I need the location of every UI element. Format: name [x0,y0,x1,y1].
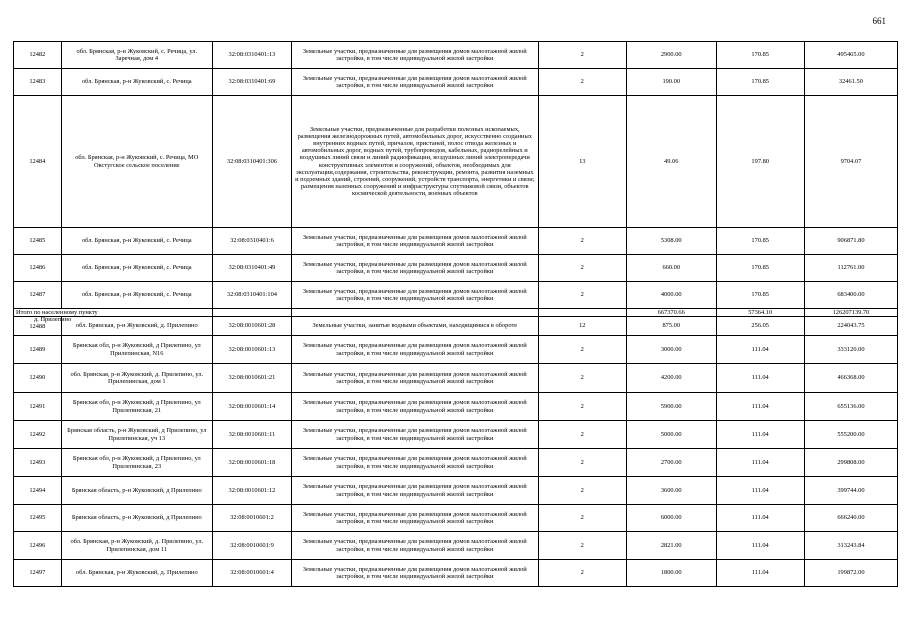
group-cell: 12 [538,317,626,336]
group-cell: 2 [538,421,626,449]
total-value-cell: 126207139.70 [804,309,897,317]
rate-cell: 111.04 [716,505,804,532]
cadastral-value-cell: 466368.00 [804,364,897,393]
address-cell: обл. Брянская, р-н Жуковский, с. Речица [61,228,212,255]
rate-cell: 170.85 [716,255,804,282]
settlement-total-row [14,309,898,317]
cadastral-value-table [13,41,898,587]
area-cell: 1800.00 [626,560,716,587]
rate-cell: 111.04 [716,364,804,393]
cadastral-number-cell: 32:08:0010601:21 [212,364,291,393]
usage-type-cell: Земельные участки, предназначенные для размещения домов малоэтажной жилой застройки, в том числе индивидуальной жилой застройки [291,255,538,282]
area-cell: 4200.00 [626,364,716,393]
area-cell: 2821.00 [626,532,716,560]
table-row [14,560,898,587]
address-cell: Брянская область, р-н Жуковский, д Прилепино [61,505,212,532]
row-number: 12491 [14,393,62,421]
usage-type-cell: Земельные участки, предназначенные для размещения домов малоэтажной жилой застройки, в том числе индивидуальной жилой застройки [291,560,538,587]
usage-type-cell: Земельные участки, предназначенные для разработки полезных ископаемых, размещения железнодорожных путей, автомобильных дорог, искусственно созданных внутренних водных путей, причалов, пристаней, полос отвода железных и автомобильных дорог, водных путей, трубопроводов, кабельных, радиорелейных и воздушных линий связи и линий радиофикации, воздушных линий электропередачи конструктивных элементов и сооружений, объектов, необходимых для эксплуатации,содержания, строительства, реконструкции, ремонта, развития наземных и подземных зданий, строений, сооружений, устройств транспорта, энергетики и связи; размещения наземных сооружений и инфраструктуры спутниковой связи, объектов космической деятельности, военных объектов [291,96,538,228]
settlement-total-label: Итого по населенному пункту [14,309,213,317]
table-row [14,421,898,449]
table-row [14,477,898,505]
address-cell: обл. Брянская, р-н Жуковский, с. Речица [61,255,212,282]
group-cell: 2 [538,477,626,505]
rate-cell: 170.85 [716,42,804,69]
group-cell: 2 [538,505,626,532]
row-number: 12493 [14,449,62,477]
rate-cell: 170.85 [716,282,804,309]
address-cell: обл. Брянская, р-н Жуковский, д. Прилепино, ул. Прилепинская, дом 1 [61,364,212,393]
address-cell: Брянская обл, р-н Жуковский, д Прилепино, ул Прилепинская, N16 [61,336,212,364]
usage-type-cell: Земельные участки, предназначенные для размещения домов малоэтажной жилой застройки, в том числе индивидуальной жилой застройки [291,477,538,505]
area-cell: 875.00 [626,317,716,336]
cadastral-number-cell: 32:08:0310401:13 [212,42,291,69]
area-cell: 4000.00 [626,282,716,309]
address-cell: обл. Брянская, р-н Жуковский, д. Прилепино, ул. Прилепинская, дом 11 [61,532,212,560]
cadastral-number-cell: 32:08:0010601:28 [212,317,291,336]
cadastral-value-cell: 683400.00 [804,282,897,309]
row-number: 12492 [14,421,62,449]
usage-type-cell: Земельные участки, предназначенные для размещения домов малоэтажной жилой застройки, в том числе индивидуальной жилой застройки [291,505,538,532]
address-cell: обл. Брянская, р-н Жуковский, с. Речица [61,69,212,96]
cadastral-number-cell: 32:08:0010601:9 [212,532,291,560]
rate-cell: 111.04 [716,421,804,449]
rate-cell: 111.04 [716,532,804,560]
table-row [14,69,898,96]
cadastral-number-cell: 32:08:0010601:2 [212,505,291,532]
address-cell: Брянская область, р-н Жуковский, д Прилепино [61,477,212,505]
row-number: 12496 [14,532,62,560]
table-row [14,42,898,69]
rate-cell: 111.04 [716,336,804,364]
table-row [14,282,898,309]
cadastral-value-cell: 199872.00 [804,560,897,587]
cadastral-number-cell: 32:08:0310401:69 [212,69,291,96]
address-cell: обл. Брянская, р-н Жуковский, д. Прилепино [61,560,212,587]
cadastral-value-cell: 906871.80 [804,228,897,255]
cadastral-value-cell: 666240.00 [804,505,897,532]
cadastral-value-cell: 112761.00 [804,255,897,282]
usage-type-cell: Земельные участки, предназначенные для размещения домов малоэтажной жилой застройки, в том числе индивидуальной жилой застройки [291,393,538,421]
cadastral-number-cell: 32:08:0310401:6 [212,228,291,255]
usage-type-cell: Земельные участки, предназначенные для размещения домов малоэтажной жилой застройки, в том числе индивидуальной жилой застройки [291,421,538,449]
rate-cell: 111.04 [716,393,804,421]
row-number [14,316,72,336]
usage-type-cell: Земельные участки, предназначенные для размещения домов малоэтажной жилой застройки, в том числе индивидуальной жилой застройки [291,282,538,309]
group-cell: 2 [538,336,626,364]
empty-cell [291,309,538,317]
rate-cell: 170.85 [716,69,804,96]
cadastral-number-cell: 32:08:0010601:18 [212,449,291,477]
rate-cell: 170.85 [716,228,804,255]
cadastral-value-cell: 333120.00 [804,336,897,364]
rate-cell: 111.04 [716,449,804,477]
row-number: 12495 [14,505,62,532]
table-row [14,449,898,477]
address-cell: обл. Брянская, р-н Жуковский, с. Речица, МО Овстугское сельское поселение [61,96,212,228]
usage-type-cell: Земельные участки, предназначенные для размещения домов малоэтажной жилой застройки, в том числе индивидуальной жилой застройки [291,449,538,477]
row-number: 12490 [14,364,62,393]
table-row [14,364,898,393]
usage-type-cell: Земельные участки, предназначенные для размещения домов малоэтажной жилой застройки, в том числе индивидуальной жилой застройки [291,336,538,364]
table-row [14,317,898,336]
table-row [14,532,898,560]
table-row [14,336,898,364]
usage-type-cell: Земельные участки, предназначенные для размещения домов малоэтажной жилой застройки, в том числе индивидуальной жилой застройки [291,364,538,393]
usage-type-cell: Земельные участки, занятые водными объектами, находящимися в обороте [291,317,538,336]
area-cell: 2900.00 [626,42,716,69]
row-number: 12485 [14,228,62,255]
row-number: 12486 [14,255,62,282]
settlement-label: д. Прилепино [34,316,72,323]
group-cell: 2 [538,449,626,477]
group-cell: 2 [538,255,626,282]
rate-cell: 256.05 [716,317,804,336]
table-row [14,255,898,282]
cadastral-value-cell: 313243.84 [804,532,897,560]
cadastral-number-cell: 32:08:0010601:14 [212,393,291,421]
group-cell: 13 [538,96,626,228]
row-number: 12494 [14,477,62,505]
row-number: 12482 [14,42,62,69]
area-cell: 2700.00 [626,449,716,477]
cadastral-value-cell: 399744.00 [804,477,897,505]
page-number: 661 [872,16,886,26]
usage-type-cell: Земельные участки, предназначенные для размещения домов малоэтажной жилой застройки, в том числе индивидуальной жилой застройки [291,69,538,96]
rate-cell: 111.04 [716,560,804,587]
address-cell: Брянская обл, р-н Жуковский, д Прилепино, ул Прилепинская, 21 [61,393,212,421]
usage-type-cell: Земельные участки, предназначенные для размещения домов малоэтажной жилой застройки, в том числе индивидуальной жилой застройки [291,228,538,255]
row-number: 12487 [14,282,62,309]
rate-cell: 111.04 [716,477,804,505]
group-cell: 2 [538,69,626,96]
usage-type-cell: Земельные участки, предназначенные для размещения домов малоэтажной жилой застройки, в том числе индивидуальной жилой застройки [291,42,538,69]
group-cell: 2 [538,228,626,255]
group-cell: 2 [538,282,626,309]
group-cell: 2 [538,364,626,393]
cadastral-number-cell: 32:08:0010601:13 [212,336,291,364]
area-cell: 5000.00 [626,421,716,449]
cadastral-number-cell: 32:08:0010601:11 [212,421,291,449]
cadastral-value-cell: 495465.00 [804,42,897,69]
cadastral-value-cell: 9704.07 [804,96,897,228]
table-row [14,228,898,255]
area-cell: 660.00 [626,255,716,282]
usage-type-cell: Земельные участки, предназначенные для размещения домов малоэтажной жилой застройки, в том числе индивидуальной жилой застройки [291,532,538,560]
row-number-text: 12488 [29,323,46,330]
area-cell: 3000.00 [626,336,716,364]
address-cell: обл. Брянская, р-н Жуковский, с. Речица [61,282,212,309]
total-rate-cell: 57364.10 [716,309,804,317]
row-number: 12484 [14,96,62,228]
row-number: 12483 [14,69,62,96]
area-cell: 6000.00 [626,505,716,532]
area-cell: 190.00 [626,69,716,96]
group-cell: 2 [538,532,626,560]
table-row [14,505,898,532]
row-number: 12489 [14,336,62,364]
cadastral-number-cell: 32:08:0010601:4 [212,560,291,587]
address-cell: обл. Брянская, р-н Жуковский, д. Прилепино [61,317,212,336]
group-cell: 2 [538,42,626,69]
row-number: 12497 [14,560,62,587]
area-cell: 5308.00 [626,228,716,255]
empty-cell [538,309,626,317]
total-area-cell: 667370.66 [626,309,716,317]
address-cell: Брянская обл, р-н Жуковский, д Прилепино, ул Прилепинская, 23 [61,449,212,477]
area-cell: 49.06 [626,96,716,228]
rate-cell: 197.80 [716,96,804,228]
cadastral-value-cell: 655136.00 [804,393,897,421]
empty-cell [212,309,291,317]
address-cell: обл. Брянская, р-н Жуковский, с. Речица, ул. Заречная, дом 4 [61,42,212,69]
cadastral-value-cell: 224043.75 [804,317,897,336]
table-row [14,393,898,421]
cadastral-value-cell: 555200.00 [804,421,897,449]
cadastral-number-cell: 32:08:0010601:12 [212,477,291,505]
cadastral-number-cell: 32:08:0310401:104 [212,282,291,309]
group-cell: 2 [538,393,626,421]
cadastral-number-cell: 32:08:0310401:49 [212,255,291,282]
cadastral-value-cell: 299808.00 [804,449,897,477]
address-cell: Брянская область, р-н Жуковский, д Прилепино, ул Прилепинская, уч 13 [61,421,212,449]
group-cell: 2 [538,560,626,587]
cadastral-value-cell: 32461.50 [804,69,897,96]
area-cell: 5900.00 [626,393,716,421]
cadastral-number-cell: 32:08:0310401:306 [212,96,291,228]
area-cell: 3600.00 [626,477,716,505]
table-row [14,96,898,228]
